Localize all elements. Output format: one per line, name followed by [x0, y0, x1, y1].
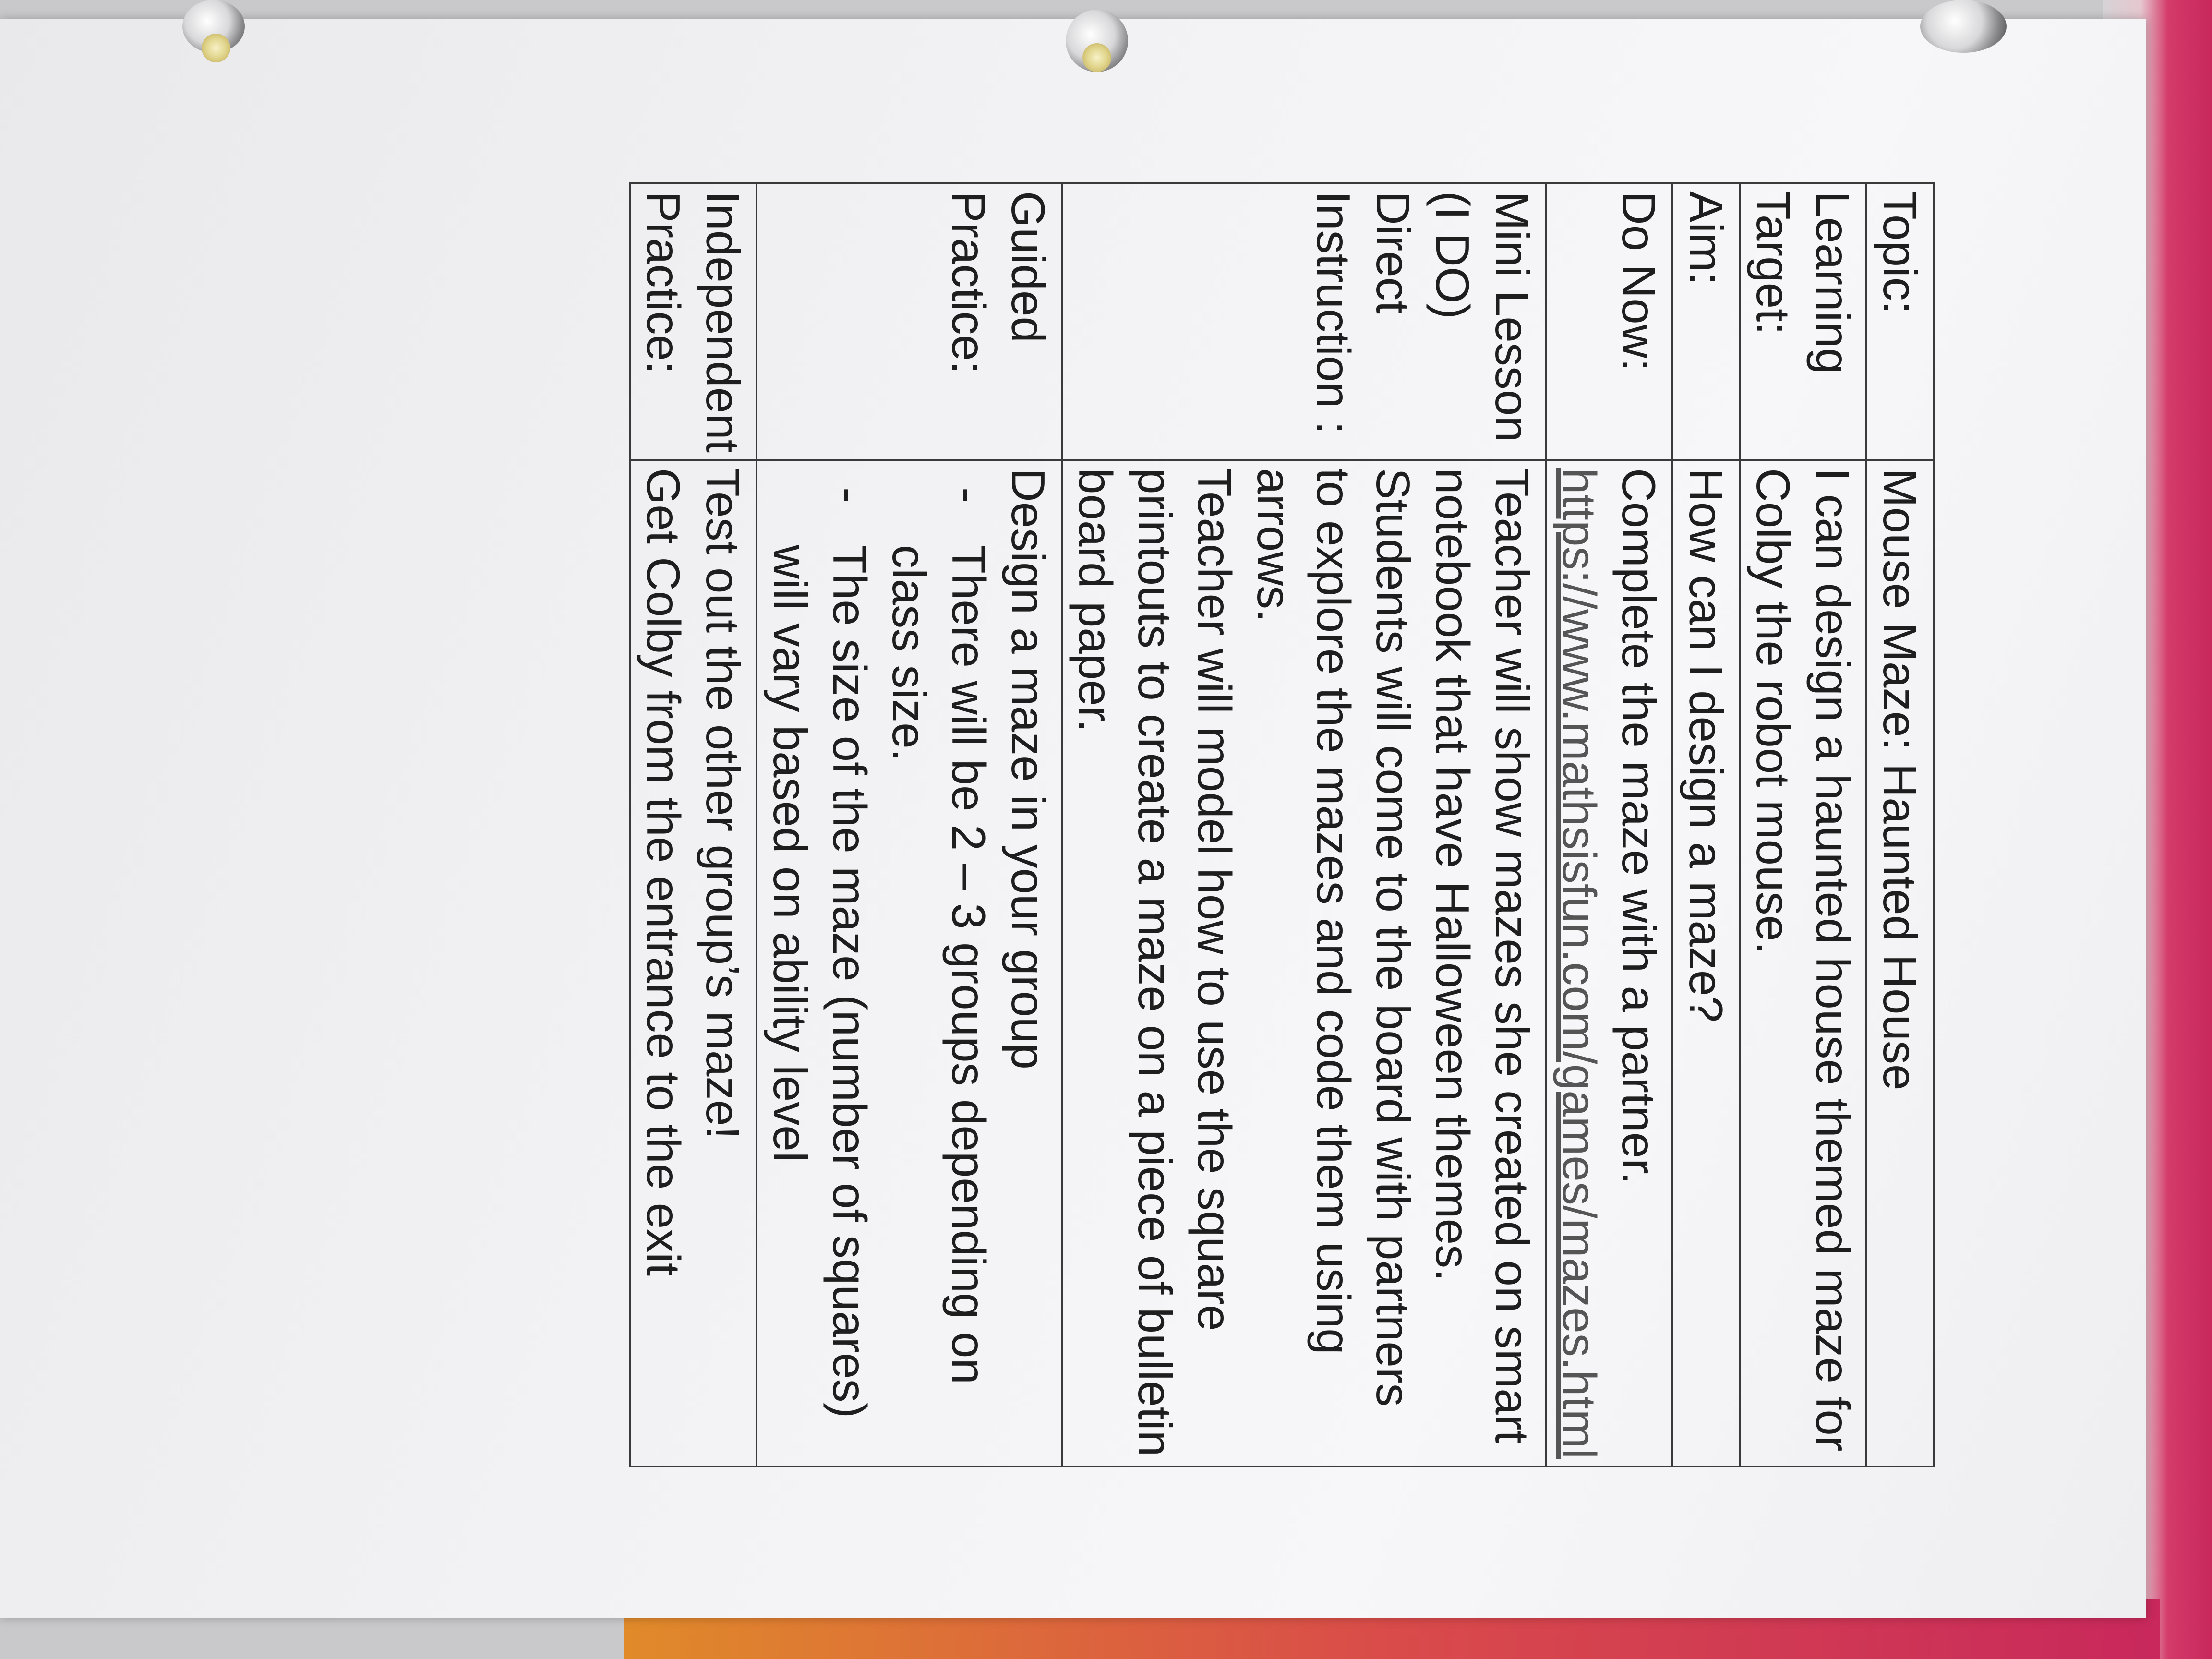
table-row	[757, 183, 1062, 1467]
row-label: Do Now:	[1546, 183, 1672, 460]
table-row	[1672, 183, 1740, 1467]
list-item: - The size of the maze (number of squares) will vary based on ability level	[760, 545, 879, 1459]
table-row	[1062, 183, 1546, 1467]
row-label: Topic:	[1866, 183, 1934, 460]
row-label: Guided Practice:	[757, 183, 1062, 460]
guided-practice-text: Design a maze in your group	[1002, 468, 1055, 1070]
guided-practice-list	[760, 468, 998, 1459]
row-content: I can design a haunted house themed maze for Colby the robot mouse.	[1740, 460, 1866, 1467]
row-label: Learning Target:	[1740, 183, 1866, 460]
row-label: Independent Practice:	[630, 183, 757, 460]
row-content: How can I design a maze?	[1672, 460, 1740, 1467]
lesson-plan-table	[629, 182, 1935, 1467]
row-label: Mini Lesson (I DO) Direct Instruction :	[1062, 183, 1546, 460]
binder-ring-icon	[1920, 0, 2007, 53]
independent-practice-text: Test out the other group’s maze!	[697, 468, 749, 1140]
table-row	[1866, 183, 1934, 1467]
row-content	[630, 460, 757, 1467]
table-row	[630, 183, 757, 1467]
row-content	[1062, 460, 1546, 1467]
list-item: - There will be 2 – 3 groups depending on class size.	[879, 545, 998, 1459]
row-content	[1546, 460, 1672, 1467]
row-content	[757, 460, 1062, 1467]
punch-hole-reinforcement	[1082, 43, 1111, 72]
mini-lesson-text-2: Teacher will model how to use the square printouts to create a maze on a piece of bulletin board paper.	[1069, 468, 1241, 1457]
punch-hole-reinforcement	[202, 34, 230, 62]
row-content: Mouse Maze: Haunted House	[1866, 460, 1934, 1467]
row-label: Aim:	[1672, 183, 1740, 460]
table-row	[1546, 183, 1672, 1467]
table-row	[1740, 183, 1866, 1467]
maze-game-link[interactable]: https://www.mathsisfun.com/games/mazes.html	[1553, 468, 1606, 1459]
do-now-text: Complete the maze with a partner.	[1612, 468, 1665, 1185]
independent-practice-text-2: Get Colby from the entrance to the exit	[637, 468, 690, 1276]
mini-lesson-text: Teacher will show mazes she created on smart notebook that have Halloween themes. Students will come to the board with partners to explore the mazes and code them using arrows.	[1248, 468, 1539, 1443]
